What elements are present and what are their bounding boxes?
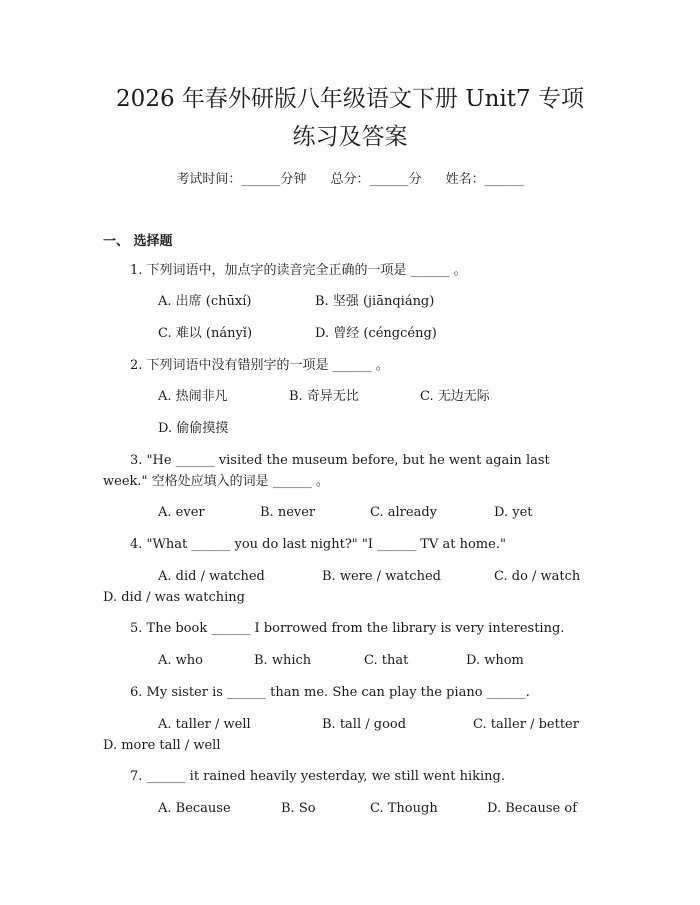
question-6: 6. My sister is ______ than me. She can play the piano ______.: [130, 685, 530, 700]
question-5-option-a: A. who: [158, 653, 203, 668]
question-7-option-b: B. So: [281, 801, 316, 816]
question-7: 7. ______ it rained heavily yesterday, we still went hiking.: [130, 769, 505, 784]
question-4-option-a: A. did / watched: [158, 569, 265, 584]
question-2-option-a: A. 热闹非凡: [158, 389, 228, 404]
question-7-option-c: C. Though: [370, 801, 438, 816]
exam-time-field: 考试时间：______分钟: [176, 172, 307, 187]
question-4-option-b: B. were / watched: [322, 569, 441, 584]
question-7-option-a: A. Because: [158, 801, 231, 816]
question-4-option-c: C. do / watch: [494, 569, 581, 584]
question-3-option-b: B. never: [260, 505, 316, 520]
document-title-line-2: 练习及答案: [292, 124, 408, 150]
exam-meta: [0, 168, 700, 187]
question-2: 2. 下列词语中没有错别字的一项是 ______ 。: [130, 358, 389, 373]
question-2-option-c: C. 无边无际: [420, 389, 490, 404]
question-6-option-b: B. tall / good: [322, 717, 407, 732]
question-3-option-c: C. already: [370, 505, 437, 520]
question-4: 4. "What ______ you do last night?" "I ______ TV at home.": [130, 537, 506, 552]
question-5-option-b: B. which: [254, 653, 312, 668]
question-1-option-b: B. 坚强 (jiānqiáng): [315, 294, 435, 309]
question-3-line-1: 3. "He ______ visited the museum before, but he went again last: [130, 453, 550, 468]
question-3-line-2: week." 空格处应填入的词是 ______ 。: [103, 474, 329, 489]
exam-score-field: 总分：______分: [330, 172, 422, 187]
question-6-option-a: A. taller / well: [158, 717, 251, 732]
question-5-option-d: D. whom: [466, 653, 524, 668]
section-heading-choice: 一、 选择题: [103, 234, 173, 249]
exam-name-field: 姓名：______: [445, 172, 524, 187]
question-5: 5. The book ______ I borrowed from the library is very interesting.: [130, 621, 565, 636]
question-3-option-a: A. ever: [158, 505, 205, 520]
document-title-line-1: 2026 年春外研版八年级语文下册 Unit7 专项: [116, 86, 584, 112]
question-1-option-c: C. 难以 (nányǐ): [158, 326, 253, 341]
question-6-option-c: C. taller / better: [473, 717, 579, 732]
question-4-option-d: D. did / was watching: [103, 590, 245, 605]
question-1-option-a: A. 出席 (chūxí): [158, 294, 252, 309]
question-2-option-b: B. 奇异无比: [289, 389, 359, 404]
question-5-option-c: C. that: [364, 653, 409, 668]
question-1: 1. 下列词语中，加点字的读音完全正确的一项是 ______ 。: [130, 263, 467, 278]
question-6-option-d: D. more tall / well: [103, 738, 221, 753]
question-7-option-d: D. Because of: [487, 801, 578, 816]
question-3-option-d: D. yet: [494, 505, 533, 520]
question-1-option-d: D. 曾经 (céngcéng): [315, 326, 437, 341]
question-2-option-d: D. 偷偷摸摸: [158, 421, 229, 436]
